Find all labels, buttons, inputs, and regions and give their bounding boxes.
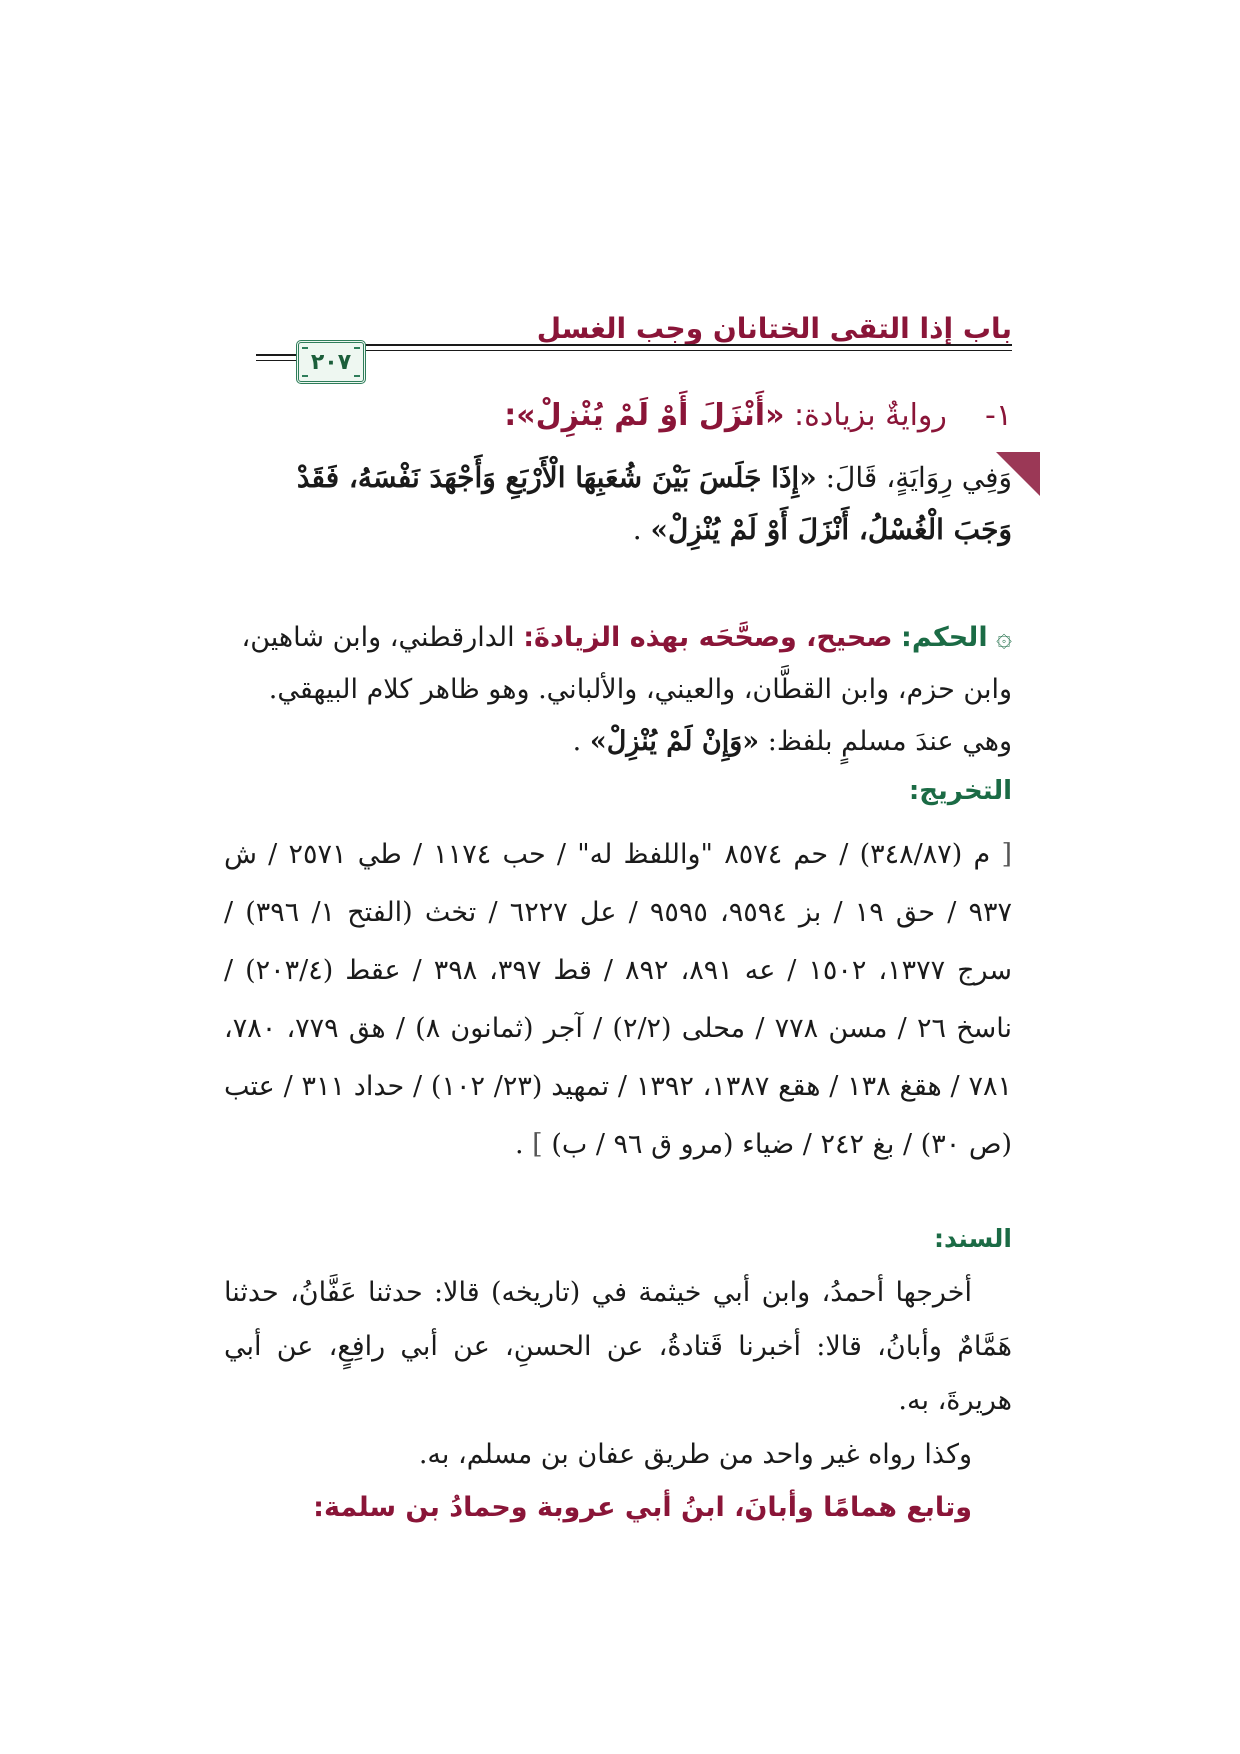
takhrij-references: [224, 826, 1012, 1174]
quote-end: .: [632, 513, 642, 546]
chapter-title: باب إذا التقى الختانان وجب الغسل: [536, 312, 1012, 345]
sanad-heading: السند:: [933, 1224, 1012, 1253]
header-rule-right-top: [360, 344, 1012, 346]
hadith-quote: [232, 452, 1012, 556]
page-number-badge: [296, 340, 366, 384]
section-heading: [232, 398, 1012, 433]
ruling-paragraph: [224, 612, 1012, 768]
follow-up-heading: وتابع همامًا وأبانَ، ابنُ أبي عروبة وحمادُ بن سلمة:: [313, 1492, 972, 1523]
takhrij-text: م (٣٤٨/٨٧) / حم ٨٥٧٤ "واللفظ له" / حب ١١٧٤ / طي ٢٥٧١ / ش ٩٣٧ / حق ١٩ / بز ٩٥٩٤، ٩٥٩٥ / عل ٦٢٢٧ / تخث (الفتح ١/ ٣٩٦) / سرج ١٣٧٧، ١٥٠٢ / عه ٨٩١، ٨٩٢ / قط ٣٩٧، ٣٩٨ / عقط (٢٠٣/٤) / ناسخ ٢٦ / مسن ٧٧٨ / محلى (٢/٢) / آجر (ثمانون ٨) / هق ٧٧٩، ٧٨٠، ٧٨١ / هقغ ١٣٨ / هقع ١٣٨٧، ١٣٩٢ / تمهيد (٢٣/ ١٠٢) / حداد ٣١١ / عتب (ص ٣٠) / بغ ٢٤٢ / ضياء (مرو ق ٩٦ / ب): [224, 839, 1013, 1160]
ruling-label: الحكم:: [901, 622, 988, 653]
page-number: ٢٠٧: [310, 349, 352, 375]
header-rule-right-bottom: [360, 350, 1012, 351]
sanad-paragraph-2: وكذا رواه غير واحد من طريق عفان بن مسلم، به.: [418, 1439, 972, 1470]
sanad-body: [224, 1266, 1012, 1482]
takhrij-end: .: [514, 1129, 524, 1160]
ruling-quote: «وَإِنْ لَمْ يُنْزِلْ»: [589, 726, 760, 757]
section-number: ١-: [985, 398, 1012, 433]
close-bracket-icon: ]: [532, 1129, 543, 1160]
section-heading-quote: «أَنْزَلَ أَوْ لَمْ يُنْزِلْ»:: [504, 398, 785, 433]
takhrij-heading: التخريج:: [908, 776, 1012, 806]
quote-intro: وَفِي رِوَايَةٍ، قَالَ:: [825, 461, 1012, 494]
sanad-paragraph-1: أخرجها أحمدُ، وابن أبي خيثمة في (تاريخه) قالا: حدثنا عَفَّانُ، حدثنا هَمَّامٌ وأبانُ، قالا: أخبرنا قَتادةُ، عن الحسنِ، عن أبي رافِعٍ، عن أبي هريرةَ، به.: [224, 1277, 1012, 1416]
flower-icon: ۞: [996, 622, 1012, 653]
header-rule-left-bottom: [256, 360, 296, 361]
ruling-text: الدارقطني، وابن شاهين، وابن حزم، وابن القطَّان، والعيني، والألباني. وهو ظاهر كلام البيهقي. وهي عندَ مسلمٍ بلفظ:: [241, 622, 1012, 757]
ruling-end: .: [572, 726, 582, 757]
section-heading-prefix: روايةٌ بزيادة:: [794, 398, 947, 433]
quote-text: «إِذَا جَلَسَ بَيْنَ شُعَبِهَا الْأَرْبَعِ وَأَجْهَدَ نَفْسَهُ، فَقَدْ وَجَبَ الْغُسْلُ، أَنْزَلَ أَوْ لَمْ يُنْزِلْ»: [296, 461, 1012, 546]
ruling-verdict: صحيح، وصحَّحَه بهذه الزيادةَ:: [523, 622, 893, 653]
header-rule-left-top: [256, 354, 296, 356]
open-bracket-icon: [: [1001, 839, 1012, 870]
